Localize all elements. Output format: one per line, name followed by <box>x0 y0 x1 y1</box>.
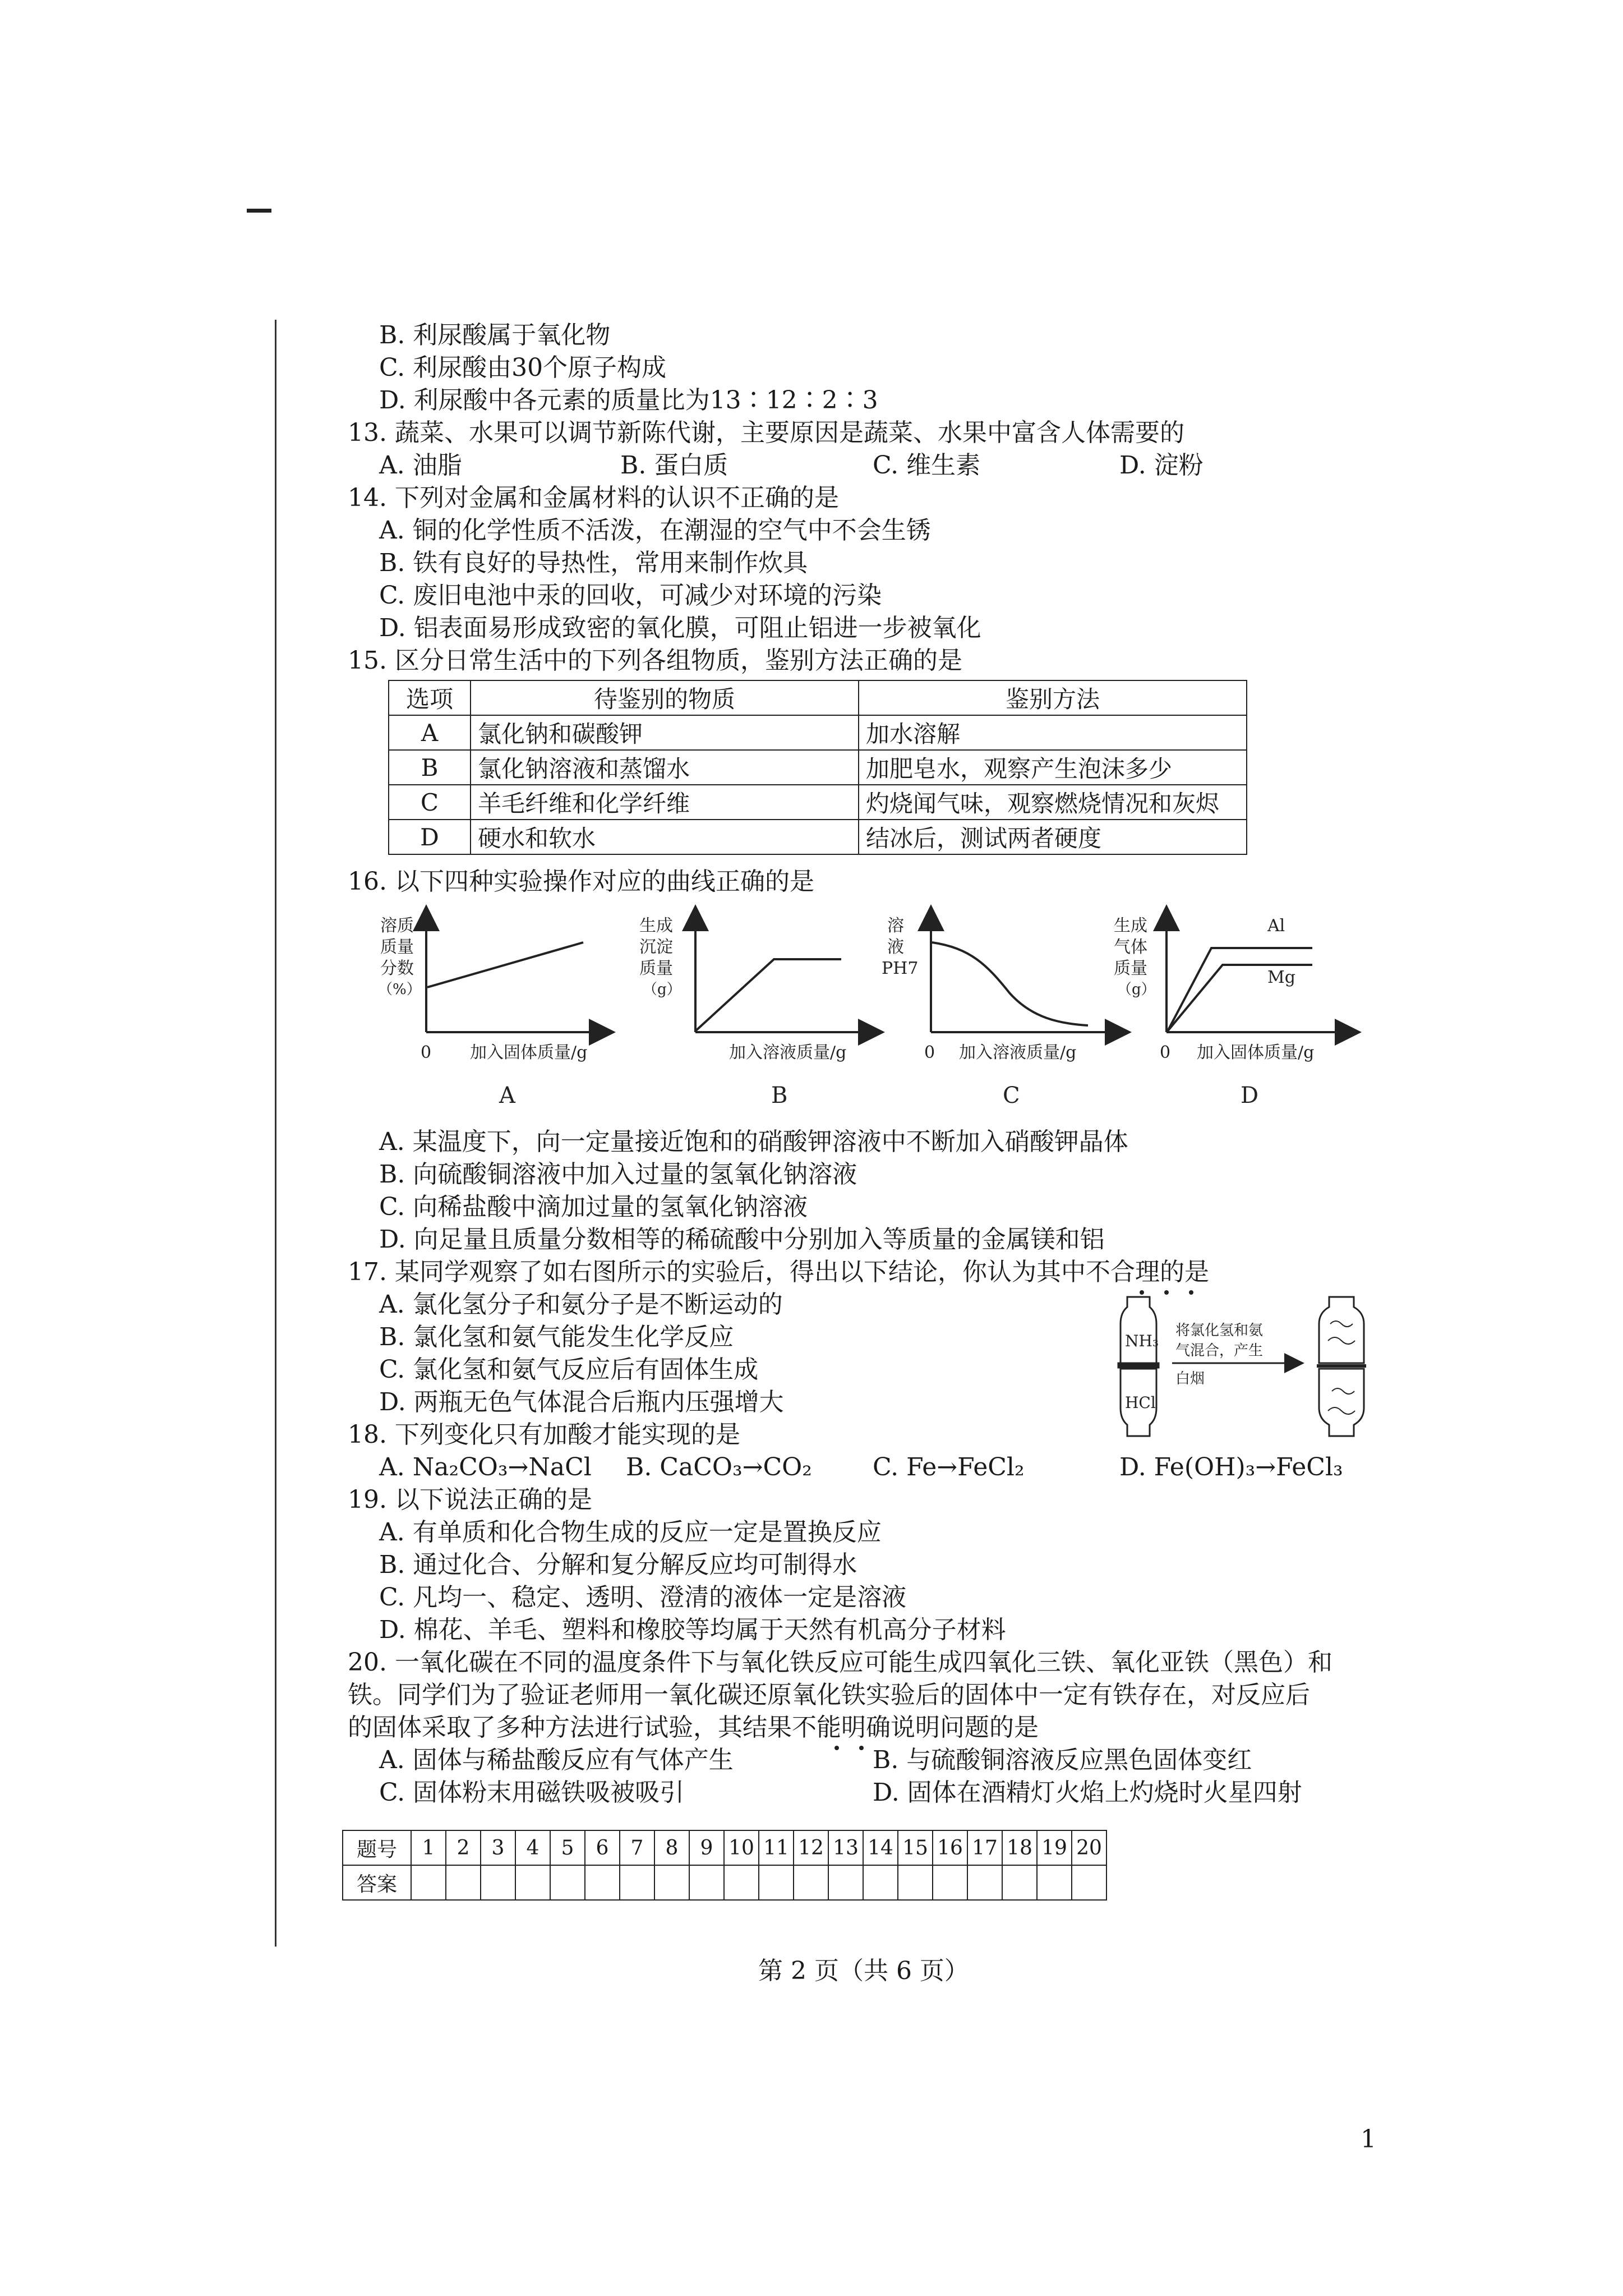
q15-table <box>388 680 1247 855</box>
table-cell: 鉴别方法 <box>859 680 1247 715</box>
answer-cell-17[interactable] <box>967 1865 1002 1900</box>
graph-d-xlabel: 加入固体质量/g <box>1197 1043 1315 1062</box>
text-line-q16d: D. 向足量且质量分数相等的稀硫酸中分别加入等质量的金属镁和铝 <box>379 1225 1105 1254</box>
graph-d <box>1114 909 1357 1108</box>
table-cell: 氯化钠和碳酸钾 <box>471 715 859 750</box>
graph-c <box>882 909 1127 1108</box>
graph-b-ylabel-3: 质量 <box>639 959 673 978</box>
answer-number-6: 6 <box>585 1830 620 1865</box>
answer-cell-6[interactable] <box>585 1865 620 1900</box>
text-line-q14b: B. 铁有良好的导热性，常用来制作炊具 <box>379 549 808 577</box>
table-cell: 加水溶解 <box>859 715 1247 750</box>
answer-cell-3[interactable] <box>481 1865 515 1900</box>
answer-number-4: 4 <box>515 1830 550 1865</box>
graph-c-xlabel: 加入溶液质量/g <box>959 1043 1077 1062</box>
answer-number-7: 7 <box>620 1830 654 1865</box>
text-line-q14d: D. 铝表面易形成致密的氧化膜，可阻止铝进一步被氧化 <box>379 614 981 642</box>
text-line-q13b: B. 蛋白质 <box>620 451 728 480</box>
table-cell: 加肥皂水，观察产生泡沫多少 <box>859 750 1247 785</box>
graph-c-ylabel-3: PH7 <box>882 959 919 978</box>
answer-cell-16[interactable] <box>933 1865 967 1900</box>
left-margin-rule <box>275 320 276 1947</box>
answer-cell-9[interactable] <box>689 1865 724 1900</box>
table-cell: B <box>389 750 471 785</box>
answer-number-1: 1 <box>411 1830 446 1865</box>
answer-number-17: 17 <box>967 1830 1002 1865</box>
answer-number-13: 13 <box>828 1830 863 1865</box>
answer-cell-4[interactable] <box>515 1865 550 1900</box>
graph-b <box>639 909 880 1108</box>
answer-number-2: 2 <box>446 1830 481 1865</box>
table-cell: 氯化钠溶液和蒸馏水 <box>471 750 859 785</box>
text-line-q18b: B. CaCO₃→CO₂ <box>626 1453 812 1481</box>
table-row <box>389 750 1247 785</box>
text-line-q20b: B. 与硫酸铜溶液反应黑色固体变红 <box>873 1746 1252 1774</box>
graph-a-ylabel-2: 质量 <box>380 937 414 957</box>
graph-a-xlabel: 加入固体质量/g <box>470 1043 588 1062</box>
graph-c-caption: C <box>1003 1083 1020 1108</box>
graph-d-series-al: Al <box>1267 916 1285 936</box>
table-cell: C <box>389 785 471 820</box>
graph-d-origin: 0 <box>1160 1043 1171 1062</box>
text-line-q14c: C. 废旧电池中汞的回收，可减少对环境的污染 <box>379 581 882 610</box>
page-footer: 第 2 页（共 6 页） <box>758 1957 969 1985</box>
text-line-q17c: C. 氯化氢和氨气反应后有固体生成 <box>379 1355 759 1384</box>
answer-grid <box>342 1830 1107 1901</box>
answer-cell-10[interactable] <box>724 1865 759 1900</box>
graph-b-ylabel-1: 生成 <box>639 916 673 936</box>
text-line-q15: 15. 区分日常生活中的下列各组物质，鉴别方法正确的是 <box>348 646 962 675</box>
answer-cell-1[interactable] <box>411 1865 446 1900</box>
answer-number-9: 9 <box>689 1830 724 1865</box>
text-line-q20l3: 的固体采取了多种方法进行试验，其结果不能明确说明问题的是 <box>348 1713 1039 1742</box>
text-line-q13d: D. 淀粉 <box>1119 451 1204 480</box>
answer-number-18: 18 <box>1002 1830 1037 1865</box>
graph-c-origin: 0 <box>924 1043 935 1062</box>
graph-a-curve <box>427 942 583 987</box>
text-line-q16c: C. 向稀盐酸中滴加过量的氢氧化钠溶液 <box>379 1193 808 1221</box>
graph-d-ylabel-4: （g） <box>1117 981 1156 998</box>
graph-d-ylabel-2: 气体 <box>1114 937 1147 957</box>
answer-number-8: 8 <box>654 1830 689 1865</box>
answer-cell-2[interactable] <box>446 1865 481 1900</box>
table-row <box>389 715 1247 750</box>
graph-d-ylabel-1: 生成 <box>1114 916 1147 936</box>
q17-figure <box>1110 1285 1402 1470</box>
text-line-q20l1: 20. 一氧化碳在不同的温度条件下与氧化铁反应可能生成四氧化三铁、氧化亚铁（黑色）和 <box>348 1648 1332 1677</box>
emphasis-dot <box>1164 1290 1169 1295</box>
graph-b-xlabel: 加入溶液质量/g <box>729 1043 847 1062</box>
graph-a-ylabel-1: 溶质 <box>380 916 414 936</box>
nh3-bottle <box>1121 1297 1156 1363</box>
glass-plate <box>1118 1363 1159 1368</box>
answer-cell-15[interactable] <box>898 1865 933 1900</box>
answer-number-3: 3 <box>481 1830 515 1865</box>
text-line-q12c: C. 利尿酸由30个原子构成 <box>379 353 667 382</box>
text-line-q16b: B. 向硫酸铜溶液中加入过量的氢氧化钠溶液 <box>379 1160 857 1189</box>
top-dash-mark <box>247 209 271 213</box>
table-cell: A <box>389 715 471 750</box>
answer-cell-5[interactable] <box>550 1865 585 1900</box>
text-line-q19b: B. 通过化合、分解和复分解反应均可制得水 <box>379 1550 857 1579</box>
graph-d-ylabel-3: 质量 <box>1114 959 1147 978</box>
graph-b-ylabel-2: 沉淀 <box>639 937 673 957</box>
text-line-q17a: A. 氯化氢分子和氨分子是不断运动的 <box>379 1290 783 1319</box>
answer-cell-11[interactable] <box>759 1865 794 1900</box>
graph-a-ylabel-4: （%） <box>378 981 421 998</box>
graph-a-origin: 0 <box>421 1043 432 1062</box>
graph-a <box>378 909 611 1108</box>
emphasis-dot <box>1140 1290 1144 1295</box>
page-number: 1 <box>1361 2125 1376 2154</box>
text-line-q16a: A. 某温度下，向一定量接近饱和的硝酸钾溶液中不断加入硝酸钾晶体 <box>379 1128 1128 1156</box>
answer-number-16: 16 <box>933 1830 967 1865</box>
graph-b-ylabel-4: （g） <box>643 981 681 998</box>
answer-cell-18[interactable] <box>1002 1865 1037 1900</box>
text-line-q17d: D. 两瓶无色气体混合后瓶内压强增大 <box>379 1388 784 1416</box>
answer-cell-7[interactable] <box>620 1865 654 1900</box>
table-row <box>389 820 1247 854</box>
text-line-q13: 13. 蔬菜、水果可以调节新陈代谢，主要原因是蔬菜、水果中富含人体需要的 <box>348 418 1184 447</box>
graph-a-caption: A <box>499 1083 515 1108</box>
text-line-q17b: B. 氯化氢和氨气能发生化学反应 <box>379 1323 734 1351</box>
text-line-q18c: C. Fe→FeCl₂ <box>873 1453 1025 1481</box>
text-line-q20c: C. 固体粉末用磁铁吸被吸引 <box>379 1778 685 1807</box>
text-line-q17: 17. 某同学观察了如右图所示的实验后，得出以下结论，你认为其中不合理的是 <box>348 1258 1209 1286</box>
arrow-text-3: 白烟 <box>1175 1370 1205 1387</box>
text-line-q18a: A. Na₂CO₃→NaCl <box>379 1453 592 1481</box>
text-line-q12b: B. 利尿酸属于氧化物 <box>379 321 611 349</box>
q16-graphs <box>336 898 1402 1122</box>
graph-a-ylabel-3: 分数 <box>380 959 414 978</box>
table-cell: 羊毛纤维和化学纤维 <box>471 785 859 820</box>
graph-b-caption: B <box>771 1083 788 1108</box>
graph-d-curve-al <box>1168 948 1312 1031</box>
text-line-q18d: D. Fe(OH)₃→FeCl₃ <box>1119 1453 1343 1481</box>
answer-cell-12[interactable] <box>794 1865 828 1900</box>
hcl-label: HCl <box>1125 1393 1156 1412</box>
text-line-q20l2: 铁。同学们为了验证老师用一氧化碳还原氧化铁实验后的固体中一定有铁存在，对反应后 <box>348 1681 1310 1709</box>
table-cell: 待鉴别的物质 <box>471 680 859 715</box>
text-line-q18: 18. 下列变化只有加酸才能实现的是 <box>348 1420 740 1449</box>
table-cell: 灼烧闻气味，观察燃烧情况和灰烬 <box>859 785 1247 820</box>
answer-number-20: 20 <box>1072 1830 1106 1865</box>
graph-d-series-mg: Mg <box>1267 968 1295 987</box>
text-line-q12d: D. 利尿酸中各元素的质量比为13∶12∶2∶3 <box>379 386 878 415</box>
answer-cell-20[interactable] <box>1072 1865 1106 1900</box>
table-cell: 结冰后，测试两者硬度 <box>859 820 1247 854</box>
answer-number-12: 12 <box>794 1830 828 1865</box>
arrow-text-1: 将氯化氢和氨 <box>1175 1322 1264 1339</box>
nh3-label: NH₃ <box>1125 1332 1159 1350</box>
answer-number-11: 11 <box>759 1830 794 1865</box>
text-line-q16: 16. 以下四种实验操作对应的曲线正确的是 <box>348 867 814 896</box>
answer-number-5: 5 <box>550 1830 585 1865</box>
graph-c-ylabel-1: 溶 <box>887 916 904 936</box>
table-row <box>389 785 1247 820</box>
answer-grid-answer-label: 答案 <box>343 1865 411 1900</box>
emphasis-dot <box>859 1746 864 1750</box>
text-line-q14: 14. 下列对金属和金属材料的认识不正确的是 <box>348 484 839 512</box>
table-cell: D <box>389 820 471 854</box>
text-line-q19a: A. 有单质和化合物生成的反应一定是置换反应 <box>379 1518 882 1547</box>
answer-grid-answer-row <box>343 1865 1106 1900</box>
answer-grid-number-label: 题号 <box>343 1830 411 1865</box>
emphasis-dot <box>1189 1290 1193 1295</box>
answer-number-15: 15 <box>898 1830 933 1865</box>
emphasis-dot <box>834 1746 839 1750</box>
graph-b-curve <box>695 959 841 1031</box>
text-line-q19c: C. 凡均一、稳定、透明、澄清的液体一定是溶液 <box>379 1583 907 1612</box>
text-line-q14a: A. 铜的化学性质不活泼，在潮湿的空气中不会生锈 <box>379 516 931 545</box>
arrow-text-2: 气混合，产生 <box>1175 1342 1264 1359</box>
text-line-q13a: A. 油脂 <box>379 451 462 480</box>
answer-cell-13[interactable] <box>828 1865 863 1900</box>
answer-grid-number-row <box>343 1830 1106 1865</box>
graph-d-caption: D <box>1241 1083 1259 1108</box>
text-line-q19: 19. 以下说法正确的是 <box>348 1485 592 1514</box>
mixed-bottle-bottom <box>1319 1369 1364 1436</box>
table-cell: 硬水和软水 <box>471 820 859 854</box>
answer-cell-14[interactable] <box>863 1865 898 1900</box>
graph-c-curve <box>932 942 1088 1025</box>
text-line-q13c: C. 维生素 <box>873 451 981 480</box>
text-line-q20d: D. 固体在酒精灯火焰上灼烧时火星四射 <box>873 1778 1302 1807</box>
text-line-q20a: A. 固体与稀盐酸反应有气体产生 <box>379 1746 734 1774</box>
table-header-row <box>389 680 1247 715</box>
answer-number-19: 19 <box>1037 1830 1072 1865</box>
mixed-bottle-top <box>1319 1297 1364 1363</box>
text-line-q19d: D. 棉花、羊毛、塑料和橡胶等均属于天然有机高分子材料 <box>379 1616 1006 1644</box>
answer-number-10: 10 <box>724 1830 759 1865</box>
answer-cell-8[interactable] <box>654 1865 689 1900</box>
answer-cell-19[interactable] <box>1037 1865 1072 1900</box>
graph-c-ylabel-2: 液 <box>887 937 904 957</box>
answer-number-14: 14 <box>863 1830 898 1865</box>
table-cell: 选项 <box>389 680 471 715</box>
